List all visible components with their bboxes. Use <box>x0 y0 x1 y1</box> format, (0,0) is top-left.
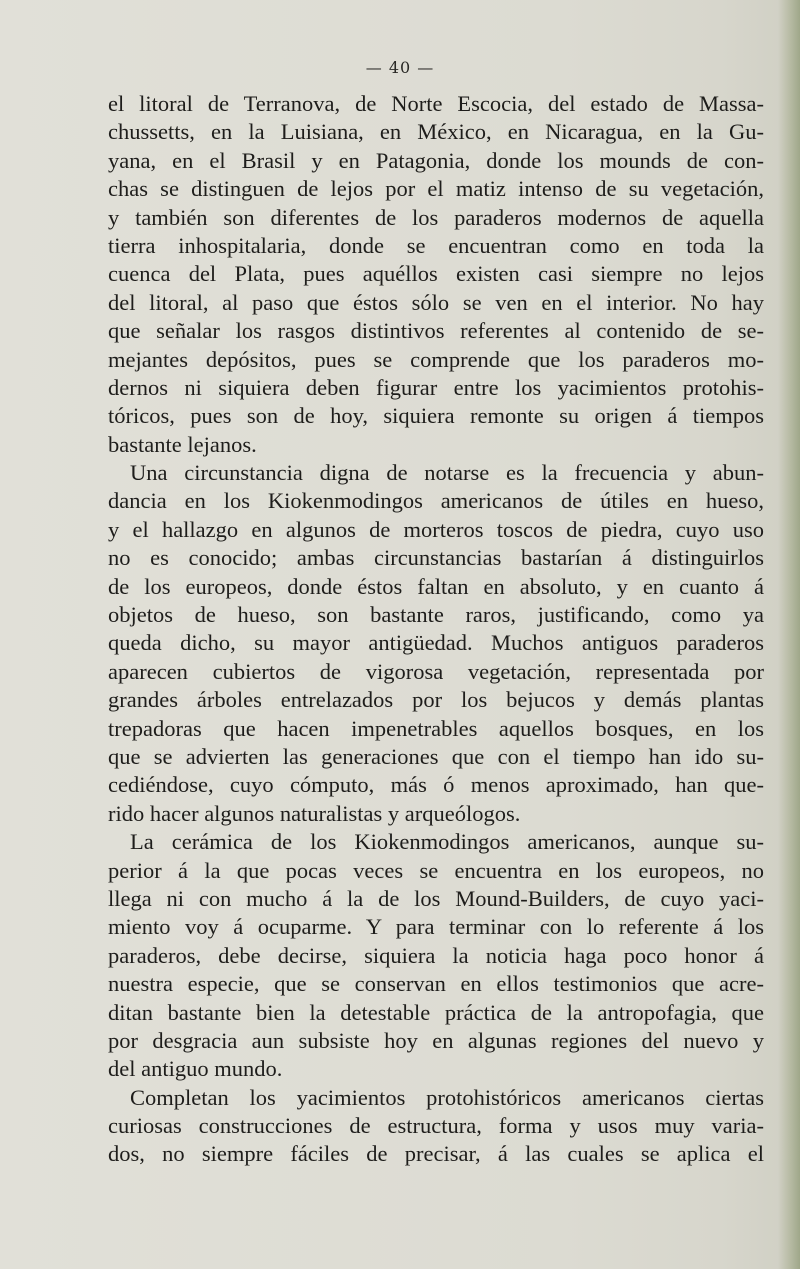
text-line: llega ni con mucho á la de los Mound-Builders, de cuyo yaci- <box>108 885 764 911</box>
text-line: que señalar los rasgos distintivos referentes al contenido de se- <box>108 318 764 344</box>
text-line: mejantes depósitos, pues se comprende que los paraderos mo- <box>108 346 764 372</box>
text-line: Una circunstancia digna de notarse es la frecuencia y abun- <box>130 460 764 486</box>
text-line: miento voy á ocuparme. Y para terminar con lo referente á los <box>108 914 764 940</box>
page-edge-shadow <box>778 0 800 1269</box>
text-line: del litoral, al paso que éstos sólo se ven en el interior. No hay <box>108 289 764 315</box>
text-line: no es conocido; ambas circunstancias bastarían á distinguirlos <box>108 545 764 571</box>
paragraph <box>108 459 764 828</box>
text-line: yana, en el Brasil y en Patagonia, donde los mounds de con- <box>108 147 764 173</box>
text-line: bastante lejanos. <box>108 431 257 457</box>
text-line: chussetts, en la Luisiana, en México, en Nicaragua, en la Gu- <box>108 119 764 145</box>
text-line: trepadoras que hacen impenetrables aquellos bosques, en los <box>108 715 764 741</box>
text-line: nuestra especie, que se conservan en ellos testimonios que acre- <box>108 971 764 997</box>
paragraph <box>108 828 764 1084</box>
text-line: de los europeos, donde éstos faltan en absoluto, y en cuanto á <box>108 573 764 599</box>
text-line: por desgracia aun subsiste hoy en algunas regiones del nuevo y <box>108 1027 764 1053</box>
text-line: perior á la que pocas veces se encuentra en los europeos, no <box>108 857 764 883</box>
text-line: Completan los yacimientos protohistóricos americanos ciertas <box>130 1084 764 1110</box>
body-text <box>108 90 764 1169</box>
text-line: tóricos, pues son de hoy, siquiera remonte su origen á tiempos <box>108 403 764 429</box>
text-line: paraderos, debe decirse, siquiera la noticia haga poco honor á <box>108 942 764 968</box>
text-line: ditan bastante bien la detestable práctica de la antropofagia, que <box>108 999 764 1025</box>
text-line: el litoral de Terranova, de Norte Escocia, del estado de Massa- <box>108 91 764 116</box>
text-line: rido hacer algunos naturalistas y arqueólogos. <box>108 800 521 826</box>
text-line: cuenca del Plata, pues aquéllos existen casi siempre no lejos <box>108 261 764 287</box>
text-line: objetos de hueso, son bastante raros, justificando, como ya <box>108 602 764 628</box>
text-line: cediéndose, cuyo cómputo, más ó menos aproximado, han que- <box>108 772 764 798</box>
page-number: — 40 — <box>365 58 435 77</box>
text-line: dernos ni siquiera deben figurar entre los yacimientos protohis- <box>108 374 764 400</box>
text-line: queda dicho, su mayor antigüedad. Muchos antiguos paraderos <box>108 630 764 656</box>
paragraph <box>108 90 764 459</box>
paragraph <box>108 1084 764 1169</box>
text-line: aparecen cubiertos de vigorosa vegetación, representada por <box>108 658 764 684</box>
text-line: y también son diferentes de los paraderos modernos de aquella <box>108 204 764 230</box>
text-line: curiosas construcciones de estructura, forma y usos muy varia- <box>108 1113 764 1139</box>
text-line: chas se distinguen de lejos por el matiz intenso de su vegetación, <box>108 176 764 202</box>
text-line: grandes árboles entrelazados por los bejucos y demás plantas <box>108 687 764 713</box>
text-line: tierra inhospitalaria, donde se encuentran como en toda la <box>108 232 764 258</box>
text-line: y el hallazgo en algunos de morteros toscos de piedra, cuyo uso <box>108 516 764 542</box>
text-line: dos, no siempre fáciles de precisar, á las cuales se aplica el <box>108 1141 764 1167</box>
text-line: que se advierten las generaciones que con el tiempo han ido su- <box>108 743 764 769</box>
text-line: del antiguo mundo. <box>108 1056 283 1082</box>
text-line: La cerámica de los Kiokenmodingos americanos, aunque su- <box>130 829 764 855</box>
text-line: dancia en los Kiokenmodingos americanos de útiles en hueso, <box>108 488 764 514</box>
